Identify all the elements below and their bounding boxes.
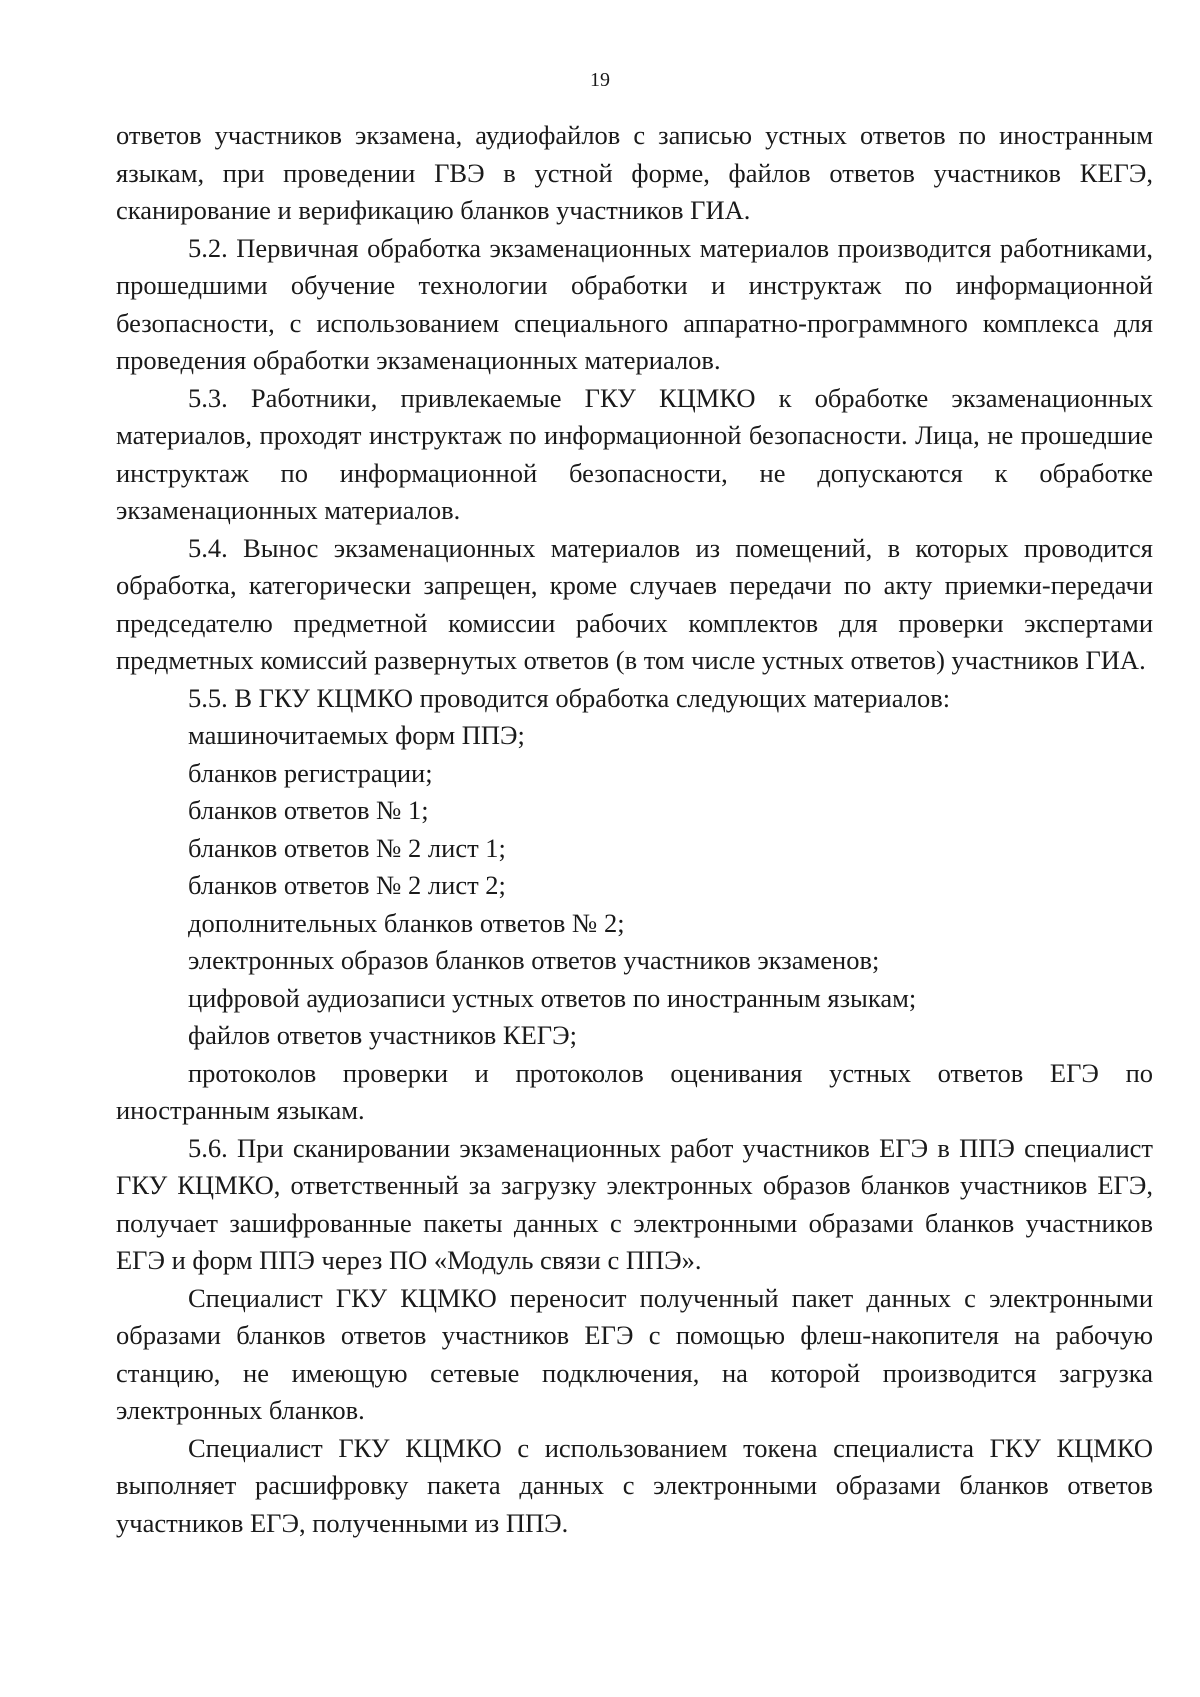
paragraph-5-4: 5.4. Вынос экзаменационных материалов из помещений, в которых проводится обработка, категорически запрещен, кроме случаев передачи по акту приемки-передачи председателю предметной комиссии рабочих комплектов для проверки экспертами предметных комиссий развернутых ответов (в том числе устных ответов) участников ГИА. — [116, 532, 1153, 675]
paragraph-5-6: 5.6. При сканировании экзаменационных работ участников ЕГЭ в ППЭ специалист ГКУ КЦМКО, ответственный за загрузку электронных образов бланков участников ЕГЭ, получает зашифрованные пакеты данных с электронными образами бланков участников ЕГЭ и форм ППЭ через ПО «Модуль связи с ППЭ». — [116, 1132, 1153, 1275]
list-item-answer-forms-2-sheet-1: бланков ответов № 2 лист 1; — [188, 832, 506, 863]
list-item-audio-recordings: цифровой аудиозаписи устных ответов по иностранным языкам; — [188, 982, 917, 1013]
paragraph-specialist-decrypt: Специалист ГКУ КЦМКО с использованием токена специалиста ГКУ КЦМКО выполняет расшифровку пакета данных с электронными образами бланков ответов участников ЕГЭ, полученными из ППЭ. — [116, 1432, 1153, 1538]
list-item-electronic-images: электронных образов бланков ответов участников экзаменов; — [188, 945, 880, 975]
list-item-additional-answer-forms: дополнительных бланков ответов № 2; — [188, 907, 625, 938]
list-item-ppe-forms: машиночитаемых форм ППЭ; — [188, 720, 525, 750]
paragraph-continuation: ответов участников экзамена, аудиофайлов с записью устных ответов по иностранным языкам, при проведении ГВЭ в устной форме, файлов ответов участников КЕГЭ, сканирование и верификацию бланков участников ГИА. — [116, 120, 1153, 225]
paragraph-5-3: 5.3. Работники, привлекаемые ГКУ КЦМКО к обработке экзаменационных материалов, проходят инструктаж по информационной безопасности. Лица, не прошедшие инструктаж по информационной безопасности, не допускаются к обработке экзаменационных материалов. — [116, 382, 1153, 525]
list-item-kege-files: файлов ответов участников КЕГЭ; — [188, 1020, 577, 1050]
paragraph-protocols: протоколов проверки и протоколов оценивания устных ответов ЕГЭ по иностранным языкам. — [116, 1057, 1153, 1125]
document-body — [116, 117, 1153, 1542]
list-item-answer-forms-1: бланков ответов № 1; — [188, 795, 429, 825]
list-item-answer-forms-2-sheet-2: бланков ответов № 2 лист 2; — [188, 870, 506, 900]
list-item-registration-forms: бланков регистрации; — [188, 757, 433, 788]
paragraph-5-5: 5.5. В ГКУ КЦМКО проводится обработка следующих материалов: — [188, 682, 951, 713]
paragraph-specialist-transfer: Специалист ГКУ КЦМКО переносит полученный пакет данных с электронными образами бланков ответов участников ЕГЭ с помощью флеш-накопителя на рабочую станцию, не имеющую сетевые подключения, на которой производится загрузка электронных бланков. — [116, 1282, 1153, 1425]
page-number: 19 — [590, 69, 610, 91]
paragraph-5-2: 5.2. Первичная обработка экзаменационных материалов производится работниками, прошедшими обучение технологии обработки и инструктаж по информационной безопасности, с использованием специального аппаратно-программного комплекса для проведения обработки экзаменационных материалов. — [116, 232, 1153, 375]
